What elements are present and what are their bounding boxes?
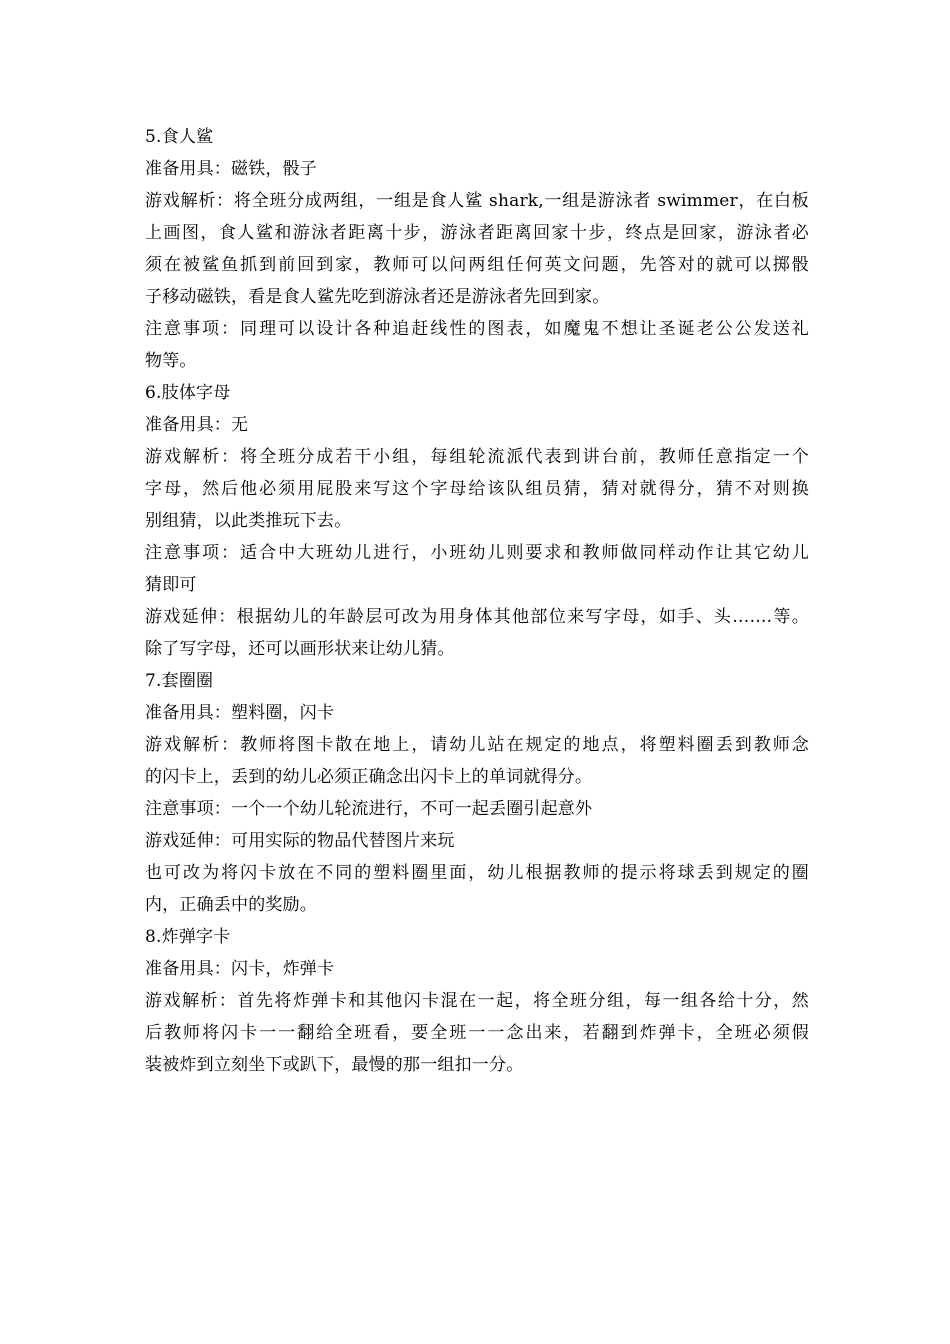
paragraph-line: 注意事项：适合中大班幼儿进行，小班幼儿则要求和教师做同样动作让其它幼儿	[145, 543, 809, 563]
paragraph-line: 装被炸到立刻坐下或趴下，最慢的那一组扣一分。	[145, 1055, 524, 1075]
section-heading: 7.套圈圈	[145, 671, 214, 691]
paragraph-line: 后教师将闪卡一一翻给全班看，要全班一一念出来，若翻到炸弹卡，全班必须假	[145, 1023, 809, 1043]
paragraph-line: 的闪卡上，丢到的幼儿必须正确念出闪卡上的单词就得分。	[145, 767, 593, 787]
paragraph-line: 准备用具：无	[145, 415, 249, 435]
section-heading: 5.食人鲨	[145, 127, 214, 147]
paragraph-line: 游戏解析：将全班分成若干小组，每组轮流派代表到讲台前，教师任意指定一个	[145, 447, 809, 467]
paragraph-line: 物等。	[145, 351, 197, 371]
paragraph-line: 准备用具：塑料圈，闪卡	[145, 703, 335, 723]
paragraph-line: 也可改为将闪卡放在不同的塑料圈里面，幼儿根据教师的提示将球丢到规定的圈	[145, 863, 809, 883]
paragraph-line: 子移动磁铁，看是食人鲨先吃到游泳者还是游泳者先回到家。	[145, 287, 610, 307]
paragraph-line: 字母，然后他必须用屁股来写这个字母给该队组员猜，猜对就得分，猜不对则换	[145, 479, 809, 499]
paragraph-line: 游戏延伸：可用实际的物品代替图片来玩	[145, 831, 455, 851]
paragraph-line: 上画图，食人鲨和游泳者距离十步，游泳者距离回家十步，终点是回家，游泳者必	[145, 223, 809, 243]
paragraph-line: 游戏解析：教师将图卡散在地上，请幼儿站在规定的地点，将塑料圈丢到教师念	[145, 735, 809, 755]
paragraph-line: 别组猜，以此类推玩下去。	[145, 511, 352, 531]
paragraph-line: 猜即可	[145, 575, 197, 595]
paragraph-line: 注意事项：同理可以设计各种追赶线性的图表，如魔鬼不想让圣诞老公公发送礼	[145, 319, 809, 339]
paragraph-line: 注意事项：一个一个幼儿轮流进行，不可一起丢圈引起意外	[145, 799, 593, 819]
document-page	[145, 121, 809, 1081]
paragraph-line: 除了写字母，还可以画形状来让幼儿猜。	[145, 639, 455, 659]
paragraph-line: 须在被鲨鱼抓到前回到家，教师可以问两组任何英文问题，先答对的就可以掷骰	[145, 255, 809, 275]
paragraph-line: 游戏解析：首先将炸弹卡和其他闪卡混在一起，将全班分组，每一组各给十分，然	[145, 991, 809, 1011]
paragraph-line: 游戏解析：将全班分成两组，一组是食人鲨 shark,一组是游泳者 swimmer，在白板	[145, 191, 809, 211]
paragraph-line: 游戏延伸：根据幼儿的年龄层可改为用身体其他部位来写字母，如手、头…….等。	[145, 607, 809, 627]
paragraph-line: 内，正确丢中的奖励。	[145, 895, 317, 915]
paragraph-line: 准备用具：磁铁，骰子	[145, 159, 317, 179]
paragraph-line: 准备用具：闪卡，炸弹卡	[145, 959, 335, 979]
section-heading: 6.肢体字母	[145, 383, 231, 403]
section-heading: 8.炸弹字卡	[145, 927, 231, 947]
